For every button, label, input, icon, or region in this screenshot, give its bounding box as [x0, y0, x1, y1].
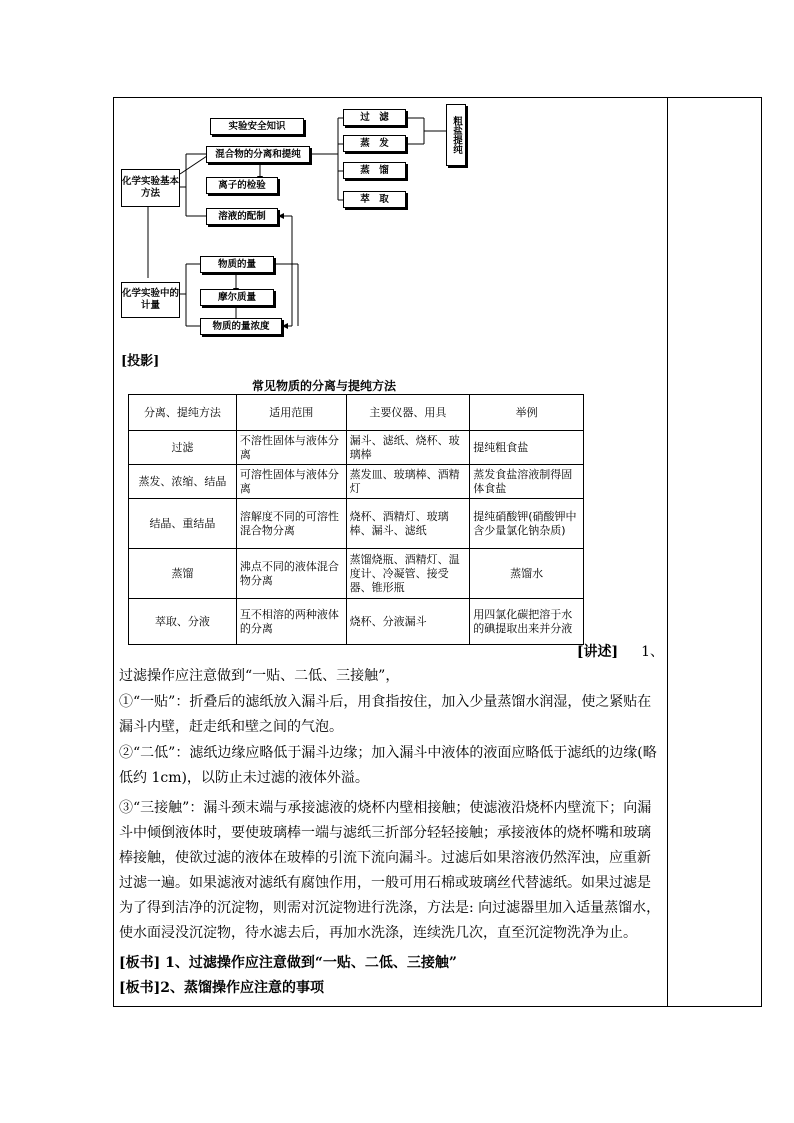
calc-box: [121, 282, 180, 318]
table-cell: 提纯硝酸钾(硝酸钾中含少量氯化钠杂质): [470, 499, 584, 549]
header-scope: 适用范围: [236, 395, 346, 431]
separation-label: 混合物的分离和提纯: [215, 148, 301, 160]
table-cell: 萃取、分液: [129, 599, 237, 645]
evaporate-box: [343, 135, 406, 152]
table-row: [129, 431, 584, 465]
filter-box: [343, 109, 406, 126]
amount-box: [200, 256, 274, 273]
header-method: 分离、提纯方法: [129, 395, 237, 431]
table-title: 常见物质的分离与提纯方法: [252, 379, 397, 393]
header-instruments: 主要仪器、用具: [346, 395, 470, 431]
extract-box: [343, 191, 406, 208]
concentration-label: 物质的量浓度: [212, 320, 270, 332]
table-cell: 互不相溶的两种液体的分离: [236, 599, 346, 645]
solution-prep-label: 溶液的配制: [218, 210, 266, 222]
table-cell: 蒸馏水: [470, 549, 584, 599]
table-row: [129, 599, 584, 645]
lecture-tag: [讲述]: [576, 644, 619, 660]
solution-prep-box: [206, 208, 278, 225]
ion-test-box: [206, 177, 278, 194]
table-cell: 溶解度不同的可溶性混合物分离: [236, 499, 346, 549]
separation-table: [128, 394, 584, 645]
table-header-row: [129, 395, 584, 431]
column-divider: [667, 97, 668, 1007]
distill-label: 蒸 馏: [360, 164, 389, 176]
lecture-point2: ②“二低”：滤纸边缘应略低于漏斗边缘；加入漏斗中液体的液面应略低于滤纸的边缘(略低约 1cm)，以防止未过滤的液体外溢。: [119, 745, 657, 786]
safety-label: 实验安全知识: [228, 120, 286, 132]
table-cell: 烧杯、分液漏斗: [346, 599, 470, 645]
concentration-box: [200, 318, 282, 335]
evaporate-label: 蒸 发: [360, 137, 389, 149]
basic-methods-label: 化学实验基本方法: [122, 176, 180, 199]
board-note-1: [板书] 1、过滤操作应注意做到“一贴、二低、三接触”: [119, 955, 457, 971]
table-cell: 蒸馏: [129, 549, 237, 599]
distill-box: [343, 162, 406, 179]
table-cell: 蒸馏烧瓶、酒精灯、温度计、冷凝管、接受器、锥形瓶: [346, 549, 470, 599]
safety-box: [210, 118, 304, 135]
lecture-point3: ③“三接触”：漏斗颈末端与承接滤液的烧杯内壁相接触；使滤液沿烧杯内壁流下；向漏斗中倾倒液体时，要使玻璃棒一端与滤纸三折部分轻轻接触；承接液体的烧杯嘴和玻璃棒接触，使欲过滤的液体在玻棒的引流下流向漏斗。过滤后如果溶液仍然浑浊，应重新过滤一遍。如果滤液对滤纸有腐蚀作用，一般可用石棉或玻璃丝代替滤纸。如果过滤是为了得到洁净的沉淀物，则需对沉淀物进行洗涤，方法是: 向过滤器里加入适量蒸馏水，使水面浸没沉淀物，待水滤去后，再加水洗涤，连续洗几次，直至沉淀物洗净为止。: [119, 800, 661, 941]
amount-label: 物质的量: [217, 258, 256, 270]
header-example: 举例: [470, 395, 584, 431]
table-cell: 不溶性固体与液体分离: [236, 431, 346, 465]
filter-label: 过 滤: [360, 111, 389, 123]
crude-salt-box: [446, 104, 466, 166]
table-cell: 结晶、重结晶: [129, 499, 237, 549]
table-cell: 过滤: [129, 431, 237, 465]
table-cell: 用四氯化碳把溶于水的碘提取出来并分液: [470, 599, 584, 645]
table-cell: 蒸发皿、玻璃棒、酒精灯: [346, 465, 470, 499]
molar-mass-label: 摩尔质量: [217, 291, 256, 303]
table-row: [129, 549, 584, 599]
separation-box: [206, 146, 310, 163]
basic-methods-box: [121, 169, 180, 207]
board-note-2: [板书]2、蒸馏操作应注意的事项: [119, 980, 324, 996]
crude-salt-label: 粗盐提纯: [451, 116, 462, 154]
table-row: [129, 465, 584, 499]
extract-label: 萃 取: [360, 193, 389, 205]
table-row: [129, 499, 584, 549]
lecture-point1: ①“一贴”：折叠后的滤纸放入漏斗后，用食指按住，加入少量蒸馏水润湿，使之紧贴在漏斗内壁，赶走纸和壁之间的气泡。: [119, 694, 652, 735]
table-cell: 烧杯、酒精灯、玻璃棒、漏斗、滤纸: [346, 499, 470, 549]
lecture-tag-line: [119, 640, 664, 665]
table-cell: 沸点不同的液体混合物分离: [236, 549, 346, 599]
projection-label: [投影]: [121, 354, 160, 369]
molar-mass-box: [200, 289, 274, 306]
lecture-number: 1、: [641, 644, 664, 660]
table-cell: 漏斗、滤纸、烧杯、玻璃棒: [346, 431, 470, 465]
table-cell: 蒸发、浓缩、结晶: [129, 465, 237, 499]
table-cell: 提纯粗食盐: [470, 431, 584, 465]
calc-label: 化学实验中的计量: [122, 288, 180, 311]
ion-test-label: 离子的检验: [218, 179, 266, 191]
lecture-line1: 过滤操作应注意做到“一贴、二低、三接触”，: [119, 668, 400, 684]
table-cell: 蒸发食盐溶液制得固体食盐: [470, 465, 584, 499]
table-cell: 可溶性固体与液体分离: [236, 465, 346, 499]
